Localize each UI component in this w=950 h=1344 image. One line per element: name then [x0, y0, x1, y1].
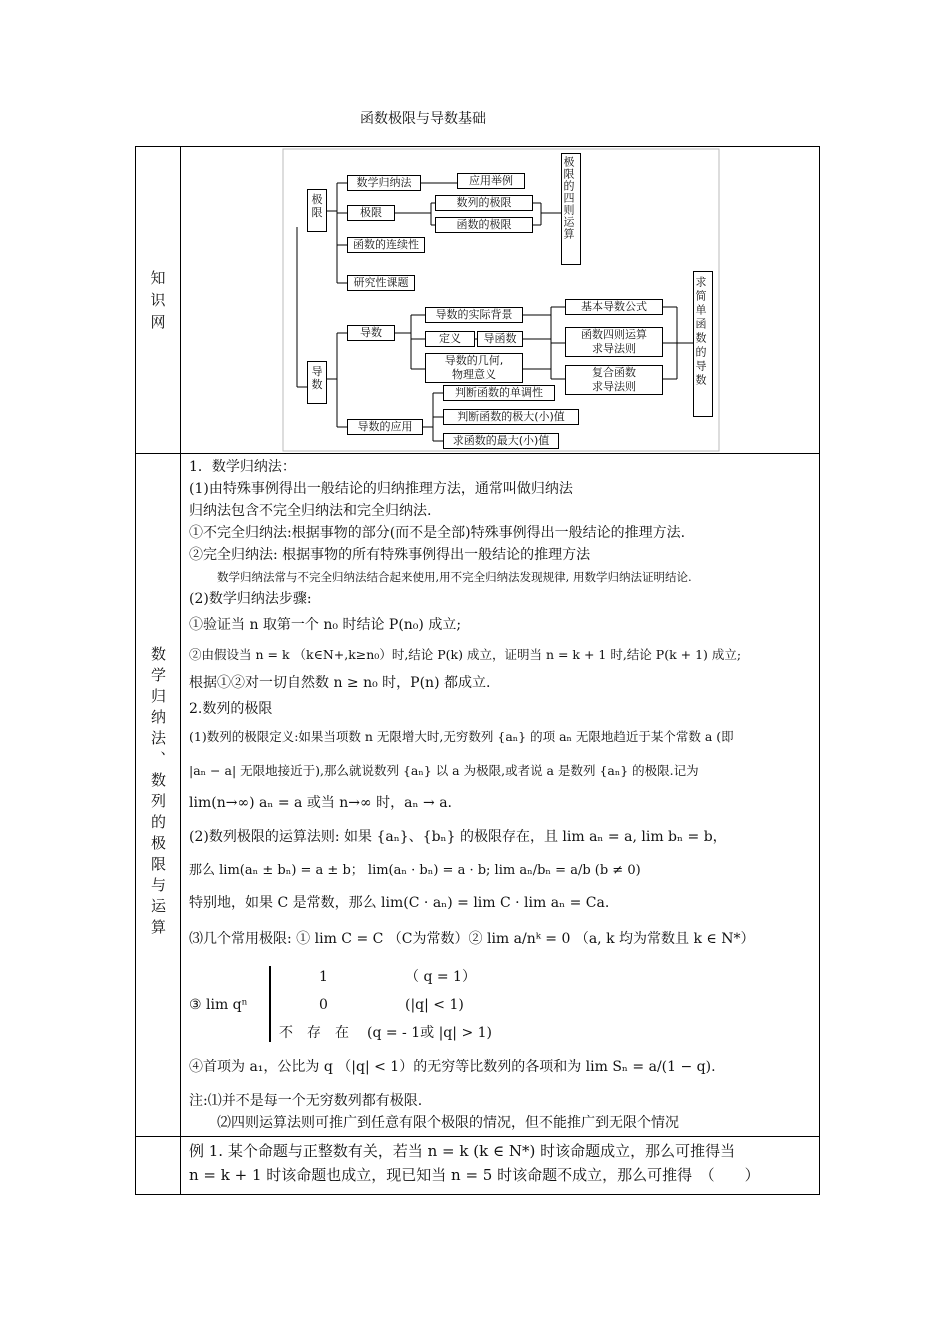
def-box: 定义 [425, 331, 475, 347]
text-line: ①验证当 n 取第一个 n₀ 时结论 P(n₀) 成立; [189, 617, 462, 633]
section-label-cell [136, 454, 181, 1137]
induction-box: 数学归纳法 [347, 175, 421, 191]
text-line: ②由假设当 n = k （k∈N+,k≥n₀）时,结论 P(k) 成立，证明当 n = k + 1 时,结论 P(k + 1) 成立; [189, 647, 742, 662]
diagram-cell [181, 147, 820, 454]
four-ops-box [561, 153, 581, 265]
ext-box: 判断函数的极大(小)值 [443, 409, 579, 425]
comp2-label: 求导法则 [592, 380, 636, 393]
text-line: (2)数列极限的运算法则: 如果 {aₙ}、{bₙ} 的极限存在，且 lim aₙ = a, lim bₙ = b， [189, 829, 727, 845]
text-line: ①不完全归纳法:根据事物的部分(而不是全部)特殊事例得出一般结论的推理方法. [189, 525, 686, 541]
example-row [136, 1137, 820, 1195]
mono-box: 判断函数的单调性 [443, 385, 555, 401]
geo-box [425, 353, 523, 383]
knowledge-label-char: 网 [150, 313, 166, 331]
example-line: 例 1. 某个命题与正整数有关，若当 n = k (k ∈ N*) 时该命题成立，那么可推得当 [189, 1142, 736, 1160]
text-line: 根据①②对一切自然数 n ≥ n₀ 时，P(n) 都成立. [189, 675, 491, 691]
comp1-label: 复合函数 [592, 366, 636, 379]
limit-label: 极 限 [311, 193, 323, 219]
text-line: (1)数列的极限定义:如果当项数 n 无限增大时,无穷数列 {aₙ} 的项 aₙ 无限地趋近于某个常数 a (即 [189, 729, 734, 744]
text-line: 那么 lim(aₙ ± bₙ) = a ± b； lim(aₙ · bₙ) = a · b; lim aₙ/bₙ = a/b (b ≠ 0) [189, 863, 641, 878]
text-line: (1)由特殊事例得出一般结论的归纳推理方法，通常叫做归纳法 [189, 481, 573, 497]
piecewise-lhs: ③ lim qⁿ [189, 997, 248, 1013]
knowledge-label-char: 知 [150, 269, 166, 287]
research-box: 研究性课题 [347, 275, 415, 291]
text-line: 特别地，如果 C 是常数，那么 lim(C · aₙ) = lim C · lim aₙ = Ca. [189, 895, 610, 911]
knowledge-diagram [181, 147, 819, 453]
app-box: 导数的应用 [347, 419, 423, 435]
text-line: ②完全归纳法: 根据事物的所有特殊事例得出一般结论的推理方法 [189, 547, 591, 563]
knowledge-row [136, 147, 820, 454]
ops1-label: 函数四则运算 [581, 328, 647, 341]
text-line: ⑶几个常用极限: ① lim C = C （C为常数）② lim a/nᵏ = 0 （a, k 均为常数且 k ∈ N*） [189, 931, 755, 947]
continuity-box: 函数的连续性 [347, 237, 425, 253]
max-box: 求函数的最大(小)值 [443, 433, 559, 449]
piecewise-c2: (|q| < 1) [405, 997, 464, 1013]
piecewise-brace [269, 966, 279, 1042]
deriv-node-box: 导数 [347, 325, 395, 341]
piecewise-v1: 1 [319, 969, 328, 985]
section-label: 数学归纳法、数列的极限与运算 [149, 646, 167, 940]
text-line: |aₙ − a| 无限地接近于),那么就说数列 {aₙ} 以 a 为极限,或者说 a 是数列 {aₙ} 的极限.记为 [189, 763, 699, 778]
bg-box: 导数的实际背景 [425, 307, 523, 323]
example-content [181, 1137, 819, 1189]
content-table [135, 146, 820, 1195]
example-cell [181, 1137, 820, 1195]
section-row [136, 454, 820, 1137]
seq-limit-box: 数列的极限 [435, 195, 533, 211]
text-line: 归纳法包含不完全归纳法和完全归纳法. [189, 503, 432, 519]
text-line: 1．数学归纳法： [189, 459, 296, 475]
text-line: 注:⑴并不是每一个无穷数列都有极限. [189, 1093, 423, 1109]
piecewise-limit [189, 964, 811, 1048]
deriv-func-box: 导函数 [477, 331, 523, 347]
piecewise-v2: 0 [319, 997, 328, 1013]
limit-box [307, 189, 327, 232]
knowledge-label [150, 267, 165, 333]
ops2-label: 求导法则 [592, 342, 636, 355]
piecewise-c3: (q = - 1或 |q| > 1) [367, 1025, 492, 1041]
text-line: (2)数学归纳法步骤: [189, 591, 312, 607]
geo-label: 导数的几何, [444, 354, 504, 367]
example-box: 应用举例 [457, 173, 525, 189]
example-line: n = k + 1 时该命题也成立，现已知当 n = 5 时该命题不成立，那么可推得 （ ） [189, 1166, 760, 1184]
section-content [181, 454, 819, 1136]
derivative-label: 导 数 [311, 365, 323, 391]
text-line: 数学归纳法常与不完全归纳法结合起来使用,用不完全归纳法发现规律, 用数学归纳法证明结论. [217, 570, 692, 584]
comp-box [565, 365, 663, 395]
four-ops-label: 极限的四则运算 [562, 156, 575, 240]
text-line: ⑵四则运算法则可推广到任意有限个极限的情况，但不能推广到无限个情况 [217, 1115, 679, 1131]
limit-node-box: 极限 [347, 205, 395, 221]
func-limit-box: 函数的极限 [435, 217, 533, 233]
text-line: 2.数列的极限 [189, 701, 273, 717]
piecewise-c1: （ q = 1） [405, 969, 476, 985]
derivative-box [307, 361, 327, 404]
phys-label: 物理意义 [452, 368, 496, 381]
section-content-cell [181, 454, 820, 1137]
text-line: lim(n→∞) aₙ = a 或当 n→∞ 时，aₙ → a. [189, 795, 452, 811]
basic-box: 基本导数公式 [565, 299, 663, 315]
text-line: ④首项为 a₁，公比为 q （|q| < 1）的无穷等比数列的各项和为 lim Sₙ = a/(1 − q). [189, 1059, 716, 1075]
knowledge-label-cell [136, 147, 181, 454]
diagram-connectors [181, 147, 821, 453]
knowledge-label-char: 识 [150, 291, 166, 309]
simple-label: 求简单函数的导数 [694, 276, 707, 388]
simple-box [693, 271, 713, 417]
piecewise-v3: 不 存 在 [279, 1025, 349, 1041]
ops-box [565, 327, 663, 357]
example-label-cell [136, 1137, 181, 1195]
page-title: 函数极限与导数基础 [360, 111, 486, 127]
